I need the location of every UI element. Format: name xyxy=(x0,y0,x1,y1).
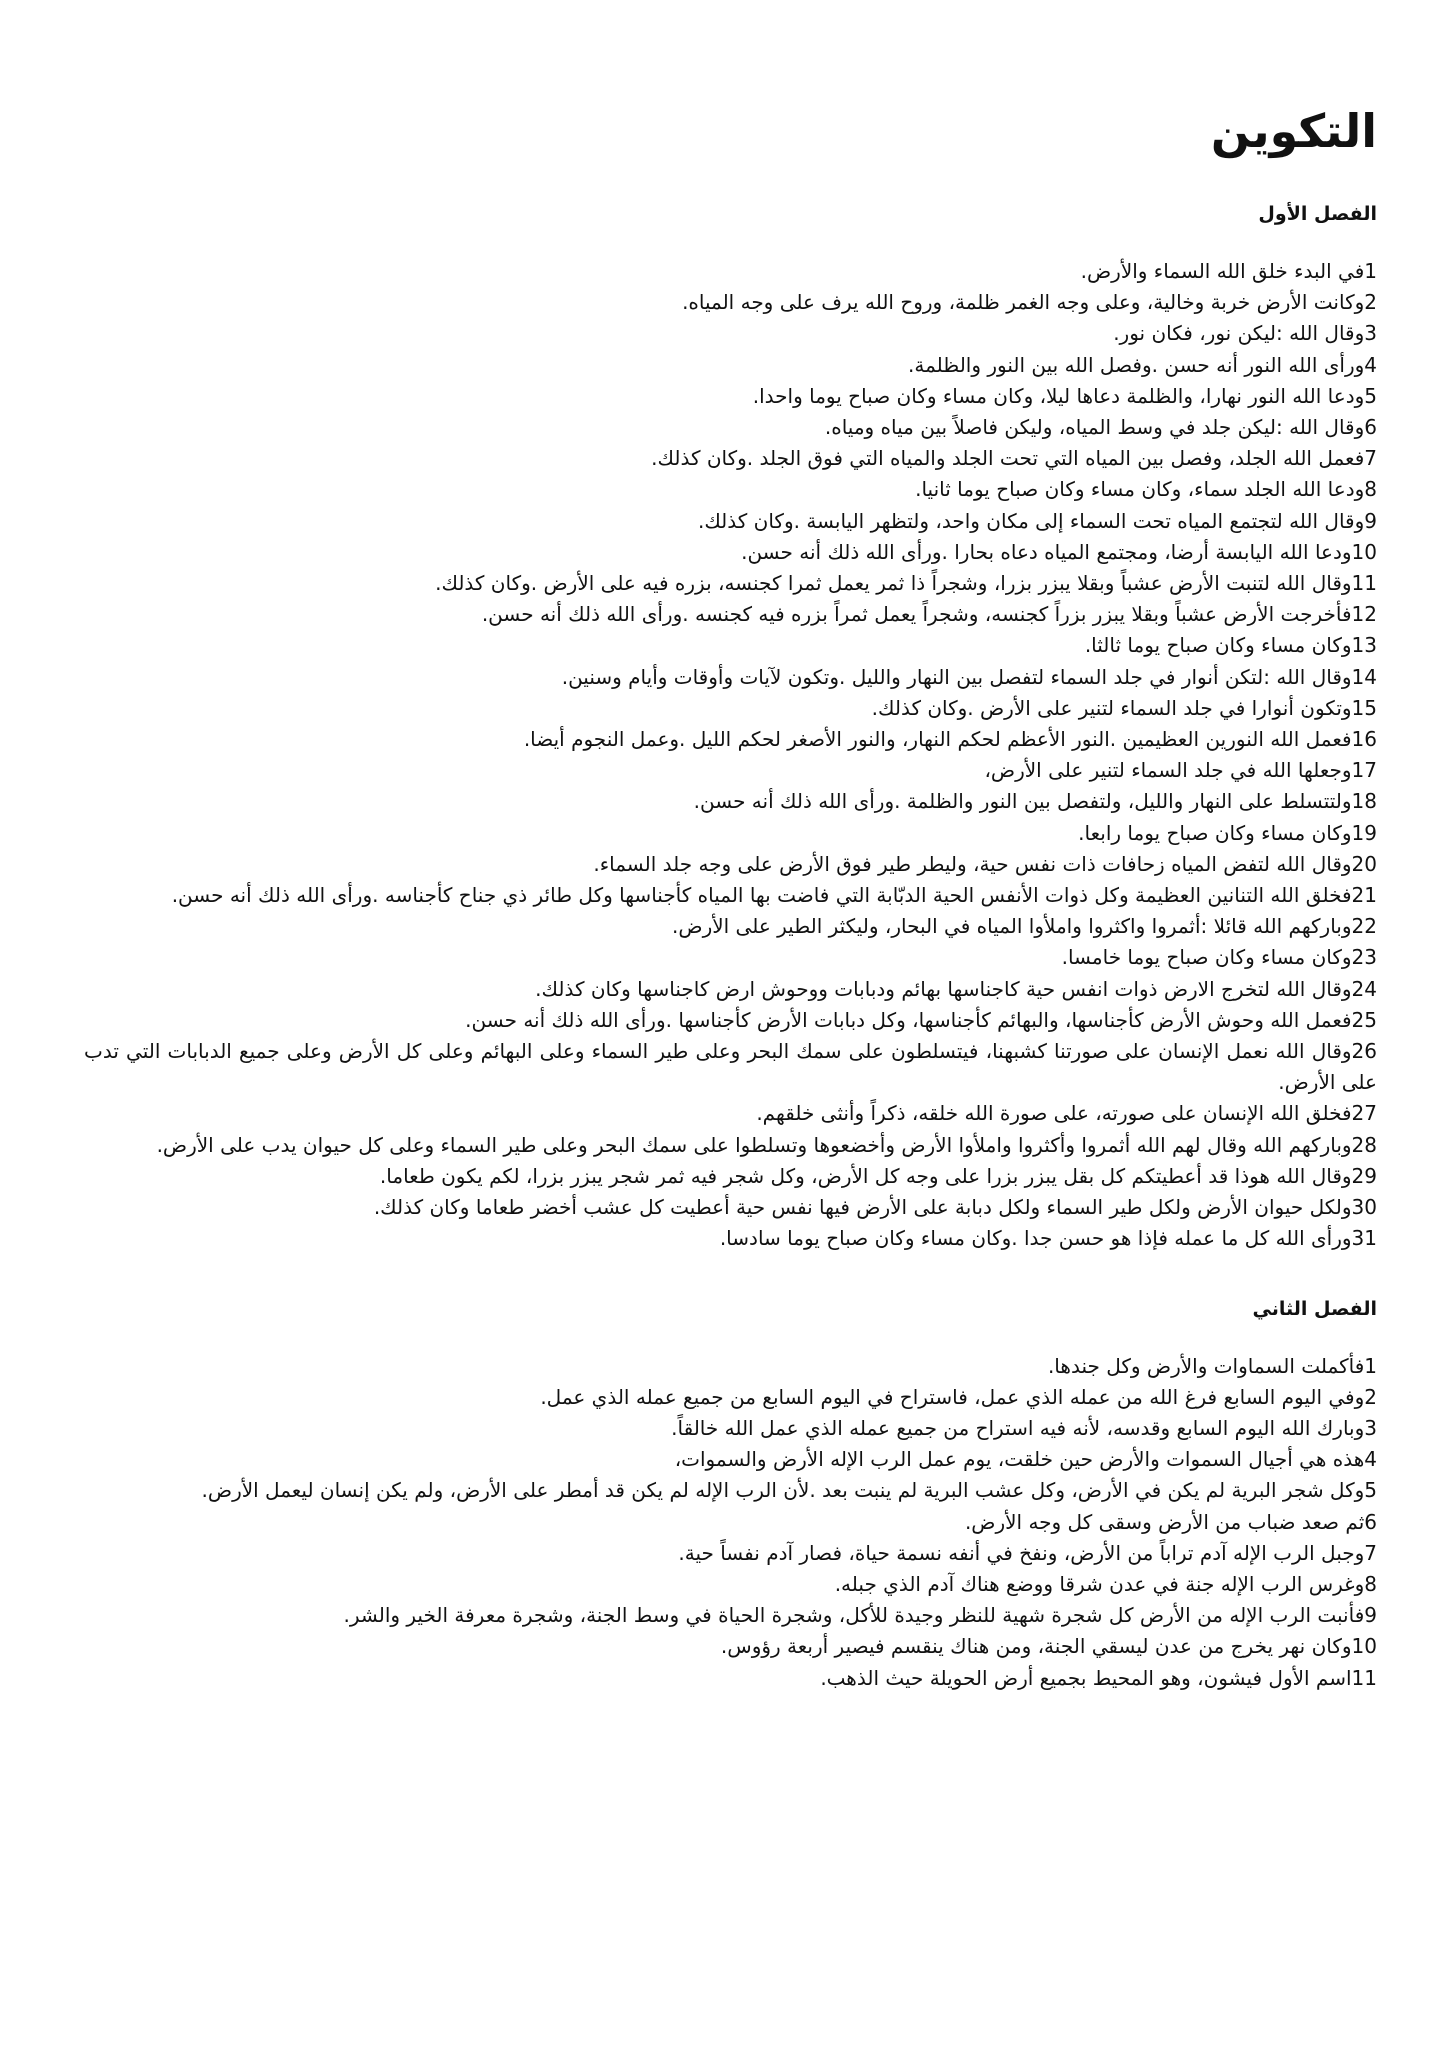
verse xyxy=(84,693,1377,724)
verse-number: 6 xyxy=(1364,1509,1377,1534)
verse-number: 5 xyxy=(1364,383,1377,408)
verse xyxy=(84,1351,1377,1382)
verse-text: فأكملت السماوات والأرض وكل جندها. xyxy=(1047,1353,1365,1378)
verse-text: وفي اليوم السابع فرغ الله من عمله الذي عمل، فاستراح في اليوم السابع من جميع عمله الذي عمل. xyxy=(540,1384,1365,1409)
verse-text: ورأى الله كل ما عمله فإذا هو حسن جدا .وكان مساء وكان صباح يوما سادسا. xyxy=(719,1226,1352,1251)
verse-number: 25 xyxy=(1351,1007,1377,1032)
verse-number: 18 xyxy=(1351,789,1377,814)
verse-text: فأخرجت الأرض عشباً وبقلا يبزر بزراً كجنسه، وشجراً يعمل ثمراً بزره فيه كجنسه .ورأى الله ذلك أنه حسن. xyxy=(481,602,1352,627)
verse xyxy=(84,1444,1377,1475)
verse-text: وباركهم الله وقال لهم الله أثمروا وأكثروا واملأوا الأرض وأخضعوها وتسلطوا على سمك البحر وعلى طير السماء وعلى كل حيوان يدب على الأرض. xyxy=(156,1132,1352,1157)
verse xyxy=(84,786,1377,817)
chapter-spacer xyxy=(84,1255,1377,1295)
verse-number: 7 xyxy=(1364,446,1377,471)
verse xyxy=(84,1223,1377,1254)
verse-text: ثم صعد ضباب من الأرض وسقى كل وجه الأرض. xyxy=(964,1509,1365,1534)
verse xyxy=(84,1631,1377,1662)
verse-text: فخلق الله الإنسان على صورته، على صورة الله خلقه، ذكراً وأنثى خلقهم. xyxy=(756,1101,1352,1126)
verse-number: 11 xyxy=(1351,571,1377,596)
verse xyxy=(84,443,1377,474)
verse-number: 4 xyxy=(1364,352,1377,377)
verse-text: وقال الله هوذا قد أعطيتكم كل بقل يبزر بزرا على وجه كل الأرض، وكل شجر فيه ثمر شجر يبزر بزرا، لكم يكون طعاما. xyxy=(379,1163,1352,1188)
verse-number: 21 xyxy=(1351,883,1377,908)
verse-number: 22 xyxy=(1351,914,1377,939)
verse xyxy=(84,974,1377,1005)
chapter-1-verses xyxy=(84,256,1377,1255)
verse-number: 19 xyxy=(1351,820,1377,845)
verse-number: 2 xyxy=(1364,290,1377,315)
verse-number: 7 xyxy=(1364,1540,1377,1565)
verse xyxy=(84,880,1377,911)
verse-number: 13 xyxy=(1351,633,1377,658)
verse-text: وقال الله :ليكن جلد في وسط المياه، وليكن فاصلاً بين مياه ومياه. xyxy=(824,415,1365,440)
verse-text: في البدء خلق الله السماء والأرض. xyxy=(1080,259,1365,283)
verse xyxy=(84,350,1377,381)
verse-text: ورأى الله النور أنه حسن .وفصل الله بين النور والظلمة. xyxy=(908,352,1365,377)
verse-number: 29 xyxy=(1351,1163,1377,1188)
verse-number: 10 xyxy=(1351,539,1377,564)
verse xyxy=(84,942,1377,973)
verse-number: 1 xyxy=(1364,259,1377,283)
verse xyxy=(84,911,1377,942)
verse xyxy=(84,1005,1377,1036)
verse-text: وكان مساء وكان صباح يوما رابعا. xyxy=(1078,820,1352,845)
verse-text: وكان مساء وكان صباح يوما خامسا. xyxy=(1061,945,1352,970)
verse-number: 6 xyxy=(1364,415,1377,440)
verse-text: وباركهم الله قائلا :أثمروا واكثروا واملأوا المياه في البحار، وليكثر الطير على الأرض. xyxy=(672,914,1352,939)
verse-text: ودعا الله النور نهارا، والظلمة دعاها ليلا، وكان مساء وكان صباح يوما واحدا. xyxy=(752,383,1365,408)
verse-number: 27 xyxy=(1351,1101,1377,1126)
verse-text: فعمل الله وحوش الأرض كأجناسها، والبهائم كأجناسها، وكل دبابات الأرض كأجناسها .ورأى الله ذلك أنه حسن. xyxy=(465,1007,1352,1032)
verse-text: وقال الله لتنبت الأرض عشباً وبقلا يبزر بزرا، وشجراً ذا ثمر يعمل ثمرا كجنسه، بزره فيه على الأرض .وكان كذلك. xyxy=(435,571,1352,596)
verse-number: 30 xyxy=(1351,1195,1377,1220)
verse xyxy=(84,1507,1377,1538)
chapter-heading: الفصل الأول xyxy=(1258,203,1377,225)
verse xyxy=(84,412,1377,443)
verse xyxy=(84,287,1377,318)
verse-number: 3 xyxy=(1364,321,1377,346)
verse-text: وقال الله لتجتمع المياه تحت السماء إلى مكان واحد، ولتظهر اليابسة .وكان كذلك. xyxy=(697,508,1365,533)
verse-number: 26 xyxy=(1351,1039,1377,1064)
verse-number: 12 xyxy=(1351,602,1377,627)
verse-text: وقال الله :ليكن نور، فكان نور. xyxy=(1113,321,1365,346)
verse xyxy=(84,256,1377,287)
verse-number: 2 xyxy=(1364,1384,1377,1409)
verse-number: 20 xyxy=(1351,851,1377,876)
verse-text: ولتتسلط على النهار والليل، ولتفصل بين النور والظلمة .ورأى الله ذلك أنه حسن. xyxy=(693,789,1352,814)
verse-number: 10 xyxy=(1351,1634,1377,1659)
verse-text: وغرس الرب الإله جنة في عدن شرقا ووضع هناك آدم الذي جبله. xyxy=(834,1571,1365,1596)
verse xyxy=(84,755,1377,786)
verse-number: 1 xyxy=(1364,1353,1377,1378)
verse-text: وقال الله نعمل الإنسان على صورتنا كشبهنا، فيتسلطون على سمك البحر وعلى طير السماء وعلى البهائم وعلى كل الأرض وعلى جميع الدبابات التي تدب على الأرض. xyxy=(84,1039,1377,1095)
verse xyxy=(84,318,1377,349)
verse-number: 8 xyxy=(1364,477,1377,502)
chapter-2-verses xyxy=(84,1351,1377,1694)
verse-text: وكانت الأرض خربة وخالية، وعلى وجه الغمر ظلمة، وروح الله يرف على وجه المياه. xyxy=(682,290,1365,315)
chapter-heading: الفصل الثاني xyxy=(1252,1297,1377,1320)
verse-number: 9 xyxy=(1364,508,1377,533)
verse-text: اسم الأول فيشون، وهو المحيط بجميع أرض الحويلة حيث الذهب. xyxy=(820,1665,1352,1690)
verse xyxy=(84,1130,1377,1161)
verse-number: 15 xyxy=(1351,695,1377,720)
verse-number: 8 xyxy=(1364,1571,1377,1596)
verse xyxy=(84,568,1377,599)
verse xyxy=(84,849,1377,880)
verse xyxy=(84,1161,1377,1192)
verse-number: 4 xyxy=(1364,1447,1377,1472)
verse xyxy=(84,630,1377,661)
verse xyxy=(84,381,1377,412)
verse-number: 24 xyxy=(1351,976,1377,1001)
verse xyxy=(84,1382,1377,1413)
verse xyxy=(84,662,1377,693)
verse xyxy=(84,599,1377,630)
verse xyxy=(84,474,1377,505)
verse-text: وقال الله لتفض المياه زحافات ذات نفس حية، وليطر طير فوق الأرض على وجه جلد السماء. xyxy=(593,851,1352,876)
verse-text: فعمل الله الجلد، وفصل بين المياه التي تحت الجلد والمياه التي فوق الجلد .وكان كذلك. xyxy=(651,446,1365,471)
verse-text: فعمل الله النورين العظيمين .النور الأعظم لحكم النهار، والنور الأصغر لحكم الليل .وعمل النجوم أيضا. xyxy=(523,727,1352,752)
verse-text: ولكل حيوان الأرض ولكل طير السماء ولكل دبابة على الأرض فيها نفس حية أعطيت كل عشب أخضر طعاما وكان كذلك. xyxy=(373,1195,1352,1220)
verse-number: 28 xyxy=(1351,1132,1377,1157)
verse-text: وكل شجر البرية لم يكن في الأرض، وكل عشب البرية لم ينبت بعد .لأن الرب الإله لم يكن قد أمطر على الأرض، ولم يكن إنسان ليعمل الأرض. xyxy=(201,1478,1365,1503)
verse-text: فأنبت الرب الإله من الأرض كل شجرة شهية للنظر وجيدة للأكل، وشجرة الحياة في وسط الجنة، وشجرة معرفة الخير والشر. xyxy=(343,1603,1365,1628)
verse-number: 17 xyxy=(1351,758,1377,783)
verse-number: 31 xyxy=(1351,1226,1377,1251)
verse xyxy=(84,537,1377,568)
verse-text: وبارك الله اليوم السابع وقدسه، لأنه فيه استراح من جميع عمله الذي عمل الله خالقاً. xyxy=(671,1415,1365,1440)
document-title: التكوين xyxy=(1210,104,1377,158)
verse-number: 3 xyxy=(1364,1415,1377,1440)
verse xyxy=(84,1569,1377,1600)
verse xyxy=(84,1413,1377,1444)
verse xyxy=(84,1600,1377,1631)
verse-text: وقال الله :لتكن أنوار في جلد السماء لتفصل بين النهار والليل .وتكون لآيات وأوقات وأيام وسنين. xyxy=(561,664,1352,689)
verse-text: وكان نهر يخرج من عدن ليسقي الجنة، ومن هناك ينقسم فيصير أربعة رؤوس. xyxy=(720,1634,1352,1659)
verse-text: وكان مساء وكان صباح يوما ثالثا. xyxy=(1084,633,1352,658)
verse-number: 16 xyxy=(1351,727,1377,752)
verse-number: 5 xyxy=(1364,1478,1377,1503)
verse-text: وجبل الرب الإله آدم تراباً من الأرض، ونفخ في أنفه نسمة حياة، فصار آدم نفساً حية. xyxy=(678,1540,1365,1565)
verse-number: 11 xyxy=(1351,1665,1377,1690)
verse-text: فخلق الله التنانين العظيمة وكل ذوات الأنفس الحية الدبّابة التي فاضت بها المياه كأجناسها وكل طائر ذي جناح كأجناسه .ورأى الله ذلك أنه حسن. xyxy=(171,883,1352,908)
verse xyxy=(84,1036,1377,1098)
verse-text: ودعا الله الجلد سماء، وكان مساء وكان صباح يوما ثانيا. xyxy=(915,477,1365,502)
verse-text: وتكون أنوارا في جلد السماء لتنير على الأرض .وكان كذلك. xyxy=(871,695,1352,720)
verse xyxy=(84,818,1377,849)
verse xyxy=(84,506,1377,537)
verse-number: 14 xyxy=(1351,664,1377,689)
verse-text: هذه هي أجيال السموات والأرض حين خلقت، يوم عمل الرب الإله الأرض والسموات، xyxy=(674,1447,1365,1472)
verse-text: ودعا الله اليابسة أرضا، ومجتمع المياه دعاه بحارا .ورأى الله ذلك أنه حسن. xyxy=(741,539,1352,564)
verse xyxy=(84,1475,1377,1506)
verse xyxy=(84,1538,1377,1569)
verse xyxy=(84,1192,1377,1223)
verse-text: وقال الله لتخرج الارض ذوات انفس حية كاجناسها بهائم ودبابات ووحوش ارض كاجناسها وكان كذلك. xyxy=(535,976,1352,1001)
verse xyxy=(84,724,1377,755)
verse-number: 9 xyxy=(1364,1603,1377,1628)
verse xyxy=(84,1663,1377,1694)
verse-text: وجعلها الله في جلد السماء لتنير على الأرض، xyxy=(984,758,1352,783)
verse-number: 23 xyxy=(1351,945,1377,970)
verse xyxy=(84,1098,1377,1129)
